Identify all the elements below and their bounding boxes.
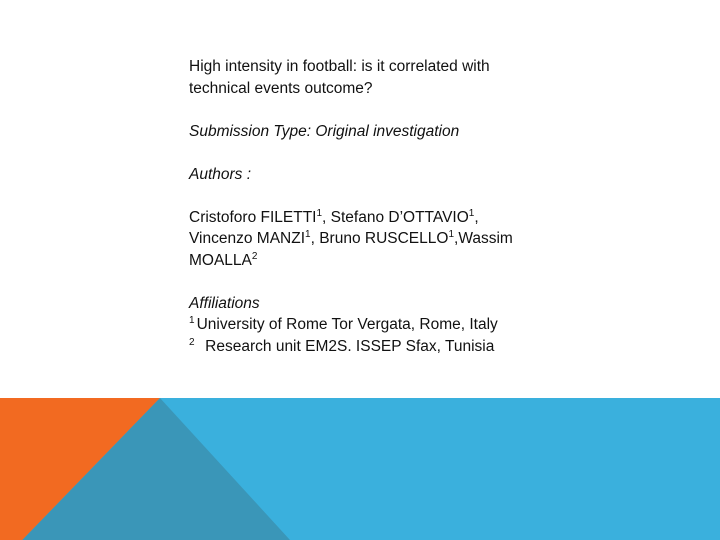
spacer — [189, 99, 569, 121]
author-affiliation-sup: 1 — [468, 207, 475, 219]
authors-list — [189, 207, 569, 272]
affiliation-item — [189, 314, 569, 336]
author-name: Vincenzo MANZI — [189, 230, 306, 247]
author-affiliation-sup: 1 — [448, 229, 454, 240]
affiliation-text: Research unit EM2S. ISSEP Sfax, Tunisia — [196, 337, 495, 355]
author-separator: , — [322, 208, 331, 226]
affiliations-heading: Affiliations — [189, 294, 260, 312]
author-name: Stefano D’OTTAVIO — [330, 208, 469, 226]
affiliation-text: University of Rome Tor Vergata, Rome, Italy — [196, 316, 498, 333]
author-affiliation-sup: 1 — [305, 229, 311, 240]
title-line-2: technical events outcome? — [189, 79, 373, 97]
decorative-footer-band — [0, 398, 720, 540]
authors-heading: Authors : — [189, 165, 252, 183]
slide-title — [189, 56, 569, 99]
spacer — [189, 142, 569, 164]
author-name: Wassim MOALLA — [189, 230, 513, 269]
title-line-1: High intensity in football: is it correlated with — [189, 58, 490, 75]
slide-content — [189, 56, 569, 357]
spacer — [189, 185, 569, 207]
author-separator: , — [310, 230, 320, 247]
author-separator: , — [454, 230, 459, 247]
author-name: Bruno RUSCELLO — [319, 230, 449, 247]
affiliation-item — [189, 336, 569, 358]
submission-type: Submission Type: Original investigation — [189, 122, 460, 140]
affiliation-number: 1 — [189, 315, 195, 326]
author-name: Cristoforo FILETTI — [189, 208, 317, 226]
spacer — [189, 271, 569, 293]
author-affiliation-sup: 1 — [316, 207, 323, 219]
author-separator: , — [474, 208, 479, 226]
affiliation-number: 2 — [189, 336, 195, 348]
author-affiliation-sup: 2 — [251, 250, 258, 262]
